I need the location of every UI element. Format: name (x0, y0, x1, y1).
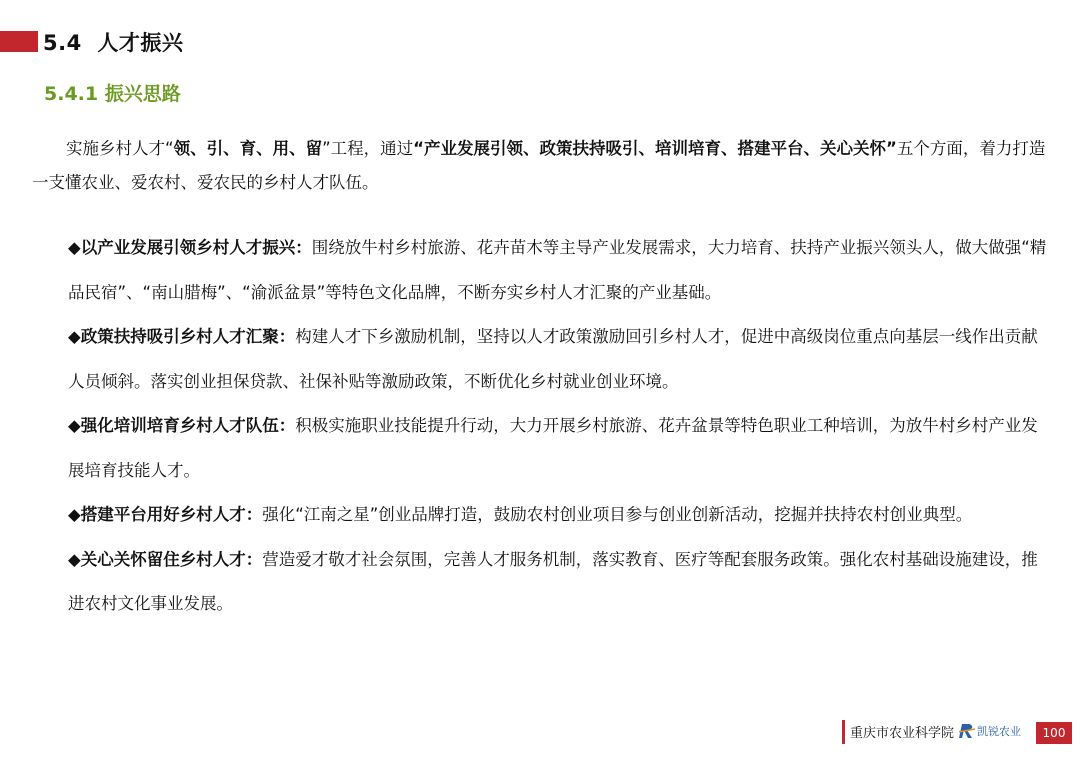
bullet-lead: ◆以产业发展引领乡村人才振兴： (68, 238, 312, 257)
logo-mark-icon (958, 723, 976, 739)
measures-list (68, 226, 1048, 627)
bullet-text: 积极实施职业技能提升行动，大力开展乡村旅游、花卉盆景等特色职业工种培训，为放牛村乡村产业发展培育技能人才。 (68, 416, 1038, 480)
intro-text-2: ”工程，通过 (322, 139, 414, 158)
intro-text-3: 五个方面，着力打造一支懂农业、爱农村、爱农民的乡村人才队伍。 (32, 139, 1046, 192)
section-number: 5.4 (43, 31, 82, 55)
bullet-text: 围绕放牛村乡村旅游、花卉苗木等主导产业发展需求，大力培育、扶持产业振兴领头人，做大做强“精品民宿”、“南山腊梅”、“渝派盆景”等特色文化品牌，不断夯实乡村人才汇聚的产业基础。 (68, 238, 1047, 302)
list-item (68, 315, 1048, 404)
list-item (68, 404, 1048, 493)
footer-organization: 重庆市农业科学院 (850, 726, 955, 741)
bullet-lead: ◆关心关怀留住乡村人才： (68, 549, 263, 569)
footer-divider (842, 720, 845, 744)
company-logo (958, 719, 1021, 743)
bullet-lead: ◆政策扶持吸引乡村人才汇聚： (68, 327, 296, 346)
section-heading (43, 27, 183, 57)
bullet-lead: ◆强化培训培育乡村人才队伍： (68, 416, 296, 435)
subsection-title: 振兴思路 (104, 83, 181, 105)
heading-accent-bar (0, 31, 38, 52)
intro-bold-2: “产业发展引领、政策扶持吸引、培训培育、搭建平台、关心关怀” (413, 139, 897, 158)
bullet-text: 强化“江南之星”创业品牌打造，鼓励农村创业项目参与创业创新活动，挖掘并扶持农村创业典型。 (262, 505, 973, 524)
logo-text: 凯锐农业 (977, 725, 1021, 738)
section-title: 人才振兴 (97, 31, 184, 55)
bullet-text: 营造爱才敬才社会氛围，完善人才服务机制，落实教育、医疗等配套服务政策。强化农村基础设施建设，推进农村文化事业发展。 (68, 549, 1038, 613)
subsection-number: 5.4.1 (44, 83, 99, 105)
page-number: 100 (1036, 722, 1072, 744)
list-item (68, 538, 1048, 627)
bullet-lead: ◆搭建平台用好乡村人才： (68, 505, 263, 524)
bullet-text: 构建人才下乡激励机制，坚持以人才政策激励回引乡村人才，促进中高级岗位重点向基层一线作出贡献人员倾斜。落实创业担保贷款、社保补贴等激励政策，不断优化乡村就业创业环境。 (68, 327, 1038, 391)
list-item (68, 226, 1048, 315)
intro-text-1: 实施乡村人才“ (66, 139, 174, 158)
intro-paragraph (32, 132, 1050, 200)
list-item (68, 493, 1048, 538)
subsection-heading (44, 79, 181, 106)
intro-bold-1: 领、引、育、用、留 (173, 139, 323, 158)
